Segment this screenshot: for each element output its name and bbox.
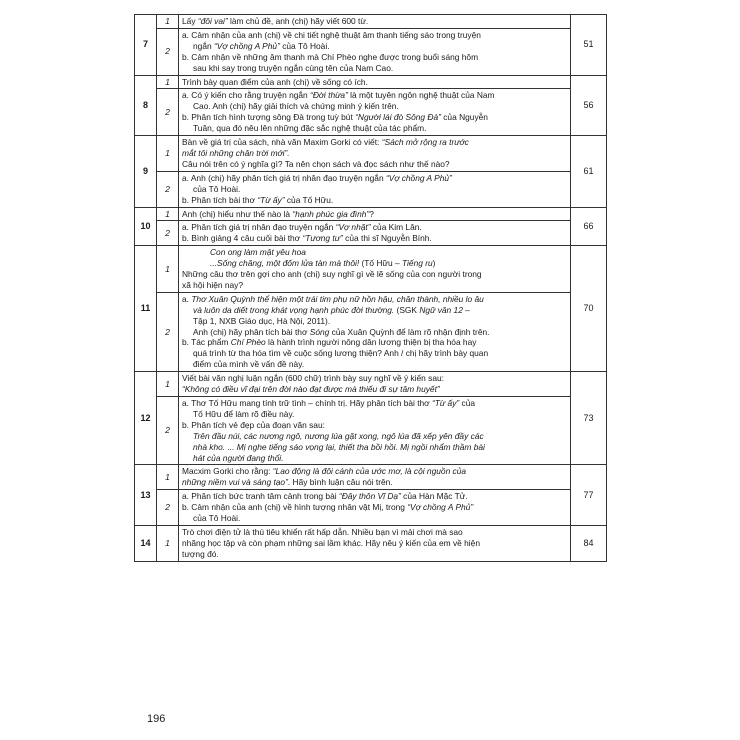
text-run: quá trình từ tha hóa tìm về cuộc sống lương thiện? Anh / chị hãy trình bày quan xyxy=(193,348,489,359)
text-run: a. Thơ Tố Hữu mang tính trữ tình – chính trị. Hãy phân tích bài thơ xyxy=(182,398,432,408)
page-reference: 73 xyxy=(571,372,607,465)
text-line xyxy=(182,527,567,538)
text-line xyxy=(182,63,567,74)
text-run: ngắn xyxy=(193,40,214,51)
text-run: của Tô Hoài. xyxy=(193,513,241,524)
italic-text: hát của người đang thổi. xyxy=(193,452,284,463)
text-run: Bàn về giá trị của sách, nhà văn Maxim Gorki có viết: xyxy=(182,137,382,148)
question-text xyxy=(179,136,571,172)
text-line xyxy=(182,502,567,513)
table-row xyxy=(135,292,607,371)
text-run: (SGK xyxy=(394,304,420,315)
text-line xyxy=(182,148,567,159)
text-run: sau khi say trong truyện ngắn cùng tên của Nam Cao. xyxy=(193,62,394,73)
text-line xyxy=(182,327,567,338)
text-run: của Tô Hoài. xyxy=(279,40,330,51)
question-number: 2 xyxy=(157,171,179,207)
italic-text: “Không có điều vĩ đại trên đời nào đạt được mà thiếu đi sự tâm huyết” xyxy=(182,384,440,395)
text-line xyxy=(182,112,567,123)
text-run: a. Anh (chị) hãy phân tích giá trị nhân đạo truyện ngắn xyxy=(182,172,386,183)
question-number: 2 xyxy=(157,490,179,526)
text-line xyxy=(182,101,567,112)
italic-text: nhà kho. ... Mị nghe tiếng sáo vọng lại, thiết tha bồi hồi. Mị ngồi nhẩm thầm bài xyxy=(193,441,485,452)
table-row xyxy=(135,246,607,293)
text-run: Những câu thơ trên gợi cho anh (chị) suy nghĩ gì về lẽ sống của con người trong xyxy=(182,269,482,280)
text-line xyxy=(182,123,567,134)
text-run: là hành trình người nông dân lương thiện bị tha hóa hay xyxy=(265,337,477,348)
text-run: b. Cảm nhận về những âm thanh mà Chí Phèo nghe được trong buổi sáng hôm xyxy=(182,51,479,62)
italic-text: “Vợ chồng A Phủ” xyxy=(407,502,474,513)
text-run: b. Bình giảng 4 câu cuối bài thơ xyxy=(182,233,303,244)
text-run: Viết bài văn nghị luận ngắn (600 chữ) trình bày suy nghĩ về ý kiến sau: xyxy=(182,373,444,384)
question-number: 1 xyxy=(157,75,179,89)
text-line xyxy=(182,184,567,195)
text-line xyxy=(182,41,567,52)
text-line xyxy=(182,90,567,101)
lesson-number: 10 xyxy=(135,207,157,246)
question-text xyxy=(179,207,571,221)
text-line xyxy=(182,280,567,291)
question-text xyxy=(179,89,571,136)
table-row xyxy=(135,171,607,207)
text-line xyxy=(182,316,567,327)
text-run: của xyxy=(459,398,476,408)
table-row xyxy=(135,75,607,89)
text-line xyxy=(182,549,567,560)
table-row xyxy=(135,221,607,246)
page-reference: 51 xyxy=(571,15,607,76)
text-run: a. xyxy=(182,293,192,304)
page-reference: 77 xyxy=(571,465,607,526)
italic-text: và luôn da diết trong khát vọng hạnh phúc đời thường. xyxy=(193,304,395,315)
contents-table xyxy=(134,14,607,562)
text-run: Tập 1, NXB Giáo dục, Hà Nội, 2011). xyxy=(193,315,331,326)
lesson-number: 14 xyxy=(135,525,157,561)
text-run: b. Cảm nhận của anh (chị) về hình tượng nhân vật Mị, trong xyxy=(182,502,408,513)
question-text xyxy=(179,490,571,526)
text-run: nhãng học tập và còn phạm những sai lầm khác. Hãy nêu ý kiến của em về hiện xyxy=(182,537,480,548)
page-reference: 61 xyxy=(571,136,607,207)
question-text xyxy=(179,465,571,490)
italic-text: Chí Phèo xyxy=(230,337,266,348)
text-run: Trò chơi điện tử là thú tiêu khiển rất hấp dẫn. Nhiều bạn vì mải chơi mà sao xyxy=(182,526,463,537)
page-number: 196 xyxy=(147,713,166,725)
italic-text: “Vợ chồng A Phủ” xyxy=(385,172,452,183)
contents-table-body xyxy=(135,15,607,562)
text-line xyxy=(182,442,567,453)
question-text xyxy=(179,246,571,293)
question-number: 1 xyxy=(157,207,179,221)
text-line xyxy=(182,137,567,148)
question-text xyxy=(179,525,571,561)
italic-text: “Vợ chồng A Phủ” xyxy=(213,40,280,51)
text-line xyxy=(182,384,567,395)
text-line xyxy=(182,173,567,184)
table-row xyxy=(135,490,607,526)
page-reference: 66 xyxy=(571,207,607,246)
italic-text: những niềm vui và sáng tạo” xyxy=(182,477,288,488)
page-reference: 56 xyxy=(571,75,607,136)
text-line xyxy=(182,538,567,549)
text-run: a. Có ý kiến cho rằng truyện ngắn xyxy=(182,90,311,101)
text-run: của Tô Hoài. xyxy=(193,183,241,194)
text-run: Trình bày quan điểm của anh (chị) về sống có ích. xyxy=(182,76,368,87)
table-row xyxy=(135,207,607,221)
text-run: của Hàn Mặc Tử. xyxy=(400,491,468,502)
italic-text: “hạnh phúc gia đình” xyxy=(292,208,370,219)
text-line xyxy=(182,337,567,348)
question-text xyxy=(179,171,571,207)
question-text xyxy=(179,15,571,29)
text-run: b. Phân tích vẻ đẹp của đoạn văn sau: xyxy=(182,419,325,430)
text-line xyxy=(182,420,567,431)
text-run: Anh (chị) hiểu như thế nào là xyxy=(182,208,293,219)
italic-text: ...Sống chăng, một đốm lửa tàn mà thôi! xyxy=(210,258,360,269)
question-number: 2 xyxy=(157,397,179,465)
question-text xyxy=(179,221,571,246)
text-line xyxy=(182,477,567,488)
italic-text: “Vợ nhặt” xyxy=(335,222,371,233)
text-run: Tố Hữu để làm rõ điều này. xyxy=(193,408,295,419)
table-row xyxy=(135,15,607,29)
text-run: Macxim Gorki cho rằng: xyxy=(182,466,273,477)
table-row xyxy=(135,465,607,490)
text-line xyxy=(182,431,567,442)
text-line xyxy=(182,398,567,409)
text-run: – xyxy=(462,304,470,315)
text-run: ) xyxy=(432,258,436,269)
text-run: b. Phân tích bài thơ xyxy=(182,194,258,205)
question-number: 1 xyxy=(157,136,179,172)
text-line xyxy=(182,453,567,464)
text-line xyxy=(182,222,567,233)
text-run: của Nguyễn xyxy=(440,112,488,123)
question-text xyxy=(179,397,571,465)
question-number: 1 xyxy=(157,525,179,561)
text-run: là một tuyên ngôn nghệ thuật của Nam xyxy=(347,90,495,101)
lesson-number: 9 xyxy=(135,136,157,207)
text-run: b. Phân tích hình tượng sông Đà trong tuỳ bút xyxy=(182,112,356,123)
text-line xyxy=(182,294,567,305)
italic-text: “đôi vai” xyxy=(197,16,228,26)
question-number: 2 xyxy=(157,292,179,371)
italic-text: “Đây thôn Vĩ Dạ” xyxy=(338,491,401,502)
text-run: a. Cảm nhận của anh (chị) về chi tiết nghệ thuật âm thanh tiếng sáo trong truyện xyxy=(182,29,481,40)
text-run: b. Tác phẩm xyxy=(182,337,231,348)
text-line xyxy=(182,269,567,280)
table-row xyxy=(135,28,607,75)
italic-text: Sóng xyxy=(309,326,330,337)
italic-text: “Sách mở rộng ra trước xyxy=(381,137,469,148)
text-line xyxy=(182,305,567,316)
italic-text: Ngữ văn 12 xyxy=(419,304,463,315)
text-line xyxy=(182,233,567,244)
question-text xyxy=(179,75,571,89)
question-number: 1 xyxy=(157,465,179,490)
table-row xyxy=(135,372,607,397)
text-line xyxy=(182,195,567,206)
question-number: 2 xyxy=(157,89,179,136)
table-row xyxy=(135,89,607,136)
text-run: của Xuân Quỳnh để làm rõ nhận định trên. xyxy=(329,326,490,337)
text-line xyxy=(182,348,567,359)
italic-text: Tiếng ru xyxy=(402,258,433,269)
text-run: của Kim Lân. xyxy=(370,222,422,233)
question-number: 1 xyxy=(157,246,179,293)
page-reference: 70 xyxy=(571,246,607,372)
lesson-number: 11 xyxy=(135,246,157,372)
question-number: 2 xyxy=(157,221,179,246)
text-line xyxy=(182,491,567,502)
text-run: tượng đó. xyxy=(182,548,219,559)
text-line xyxy=(182,409,567,420)
text-line xyxy=(182,359,567,370)
italic-text: Thơ Xuân Quỳnh thể hiện một trái tim phụ nữ hồn hậu, chân thành, nhiều lo âu xyxy=(191,293,484,304)
table-row xyxy=(135,136,607,172)
text-run: Câu nói trên có ý nghĩa gì? Ta nên chọn sách và đọc sách như thế nào? xyxy=(182,158,450,169)
text-line xyxy=(182,258,567,269)
text-run: điểm của mình về vấn đề này. xyxy=(193,359,305,370)
text-line xyxy=(182,52,567,63)
italic-text: “Lao động là đôi cánh của ước mơ, là cội nguồn của xyxy=(272,466,467,477)
text-line xyxy=(182,247,567,258)
italic-text: “Từ ấy” xyxy=(257,194,285,205)
text-line xyxy=(182,466,567,477)
lesson-number: 12 xyxy=(135,372,157,465)
italic-text: mắt tôi những chân trời mới”. xyxy=(182,147,290,158)
text-run: Cao. Anh (chị) hãy giải thích và chứng minh ý kiến trên. xyxy=(193,101,399,112)
text-line xyxy=(182,513,567,524)
text-run: làm chủ đề, anh (chị) hãy viết 600 từ. xyxy=(227,16,369,26)
italic-text: Con ong làm mật yêu hoa xyxy=(210,247,306,258)
italic-text: “Từ ấy” xyxy=(432,398,460,408)
text-run: Lấy xyxy=(182,16,198,26)
text-line xyxy=(182,16,567,27)
italic-text: “Người lái đò Sông Đà” xyxy=(355,112,441,123)
table-row xyxy=(135,525,607,561)
text-run: a. Phân tích bức tranh tâm cảnh trong bài xyxy=(182,491,339,502)
text-line xyxy=(182,159,567,170)
question-number: 2 xyxy=(157,28,179,75)
text-line xyxy=(182,373,567,384)
italic-text: “Đời thừa” xyxy=(310,90,348,101)
text-run: Tuân, qua đó nêu lên những đặc sắc nghệ thuật của tác phẩm. xyxy=(193,123,427,134)
page-reference: 84 xyxy=(571,525,607,561)
lesson-number: 7 xyxy=(135,15,157,76)
question-text xyxy=(179,292,571,371)
text-run: xã hội hiện nay? xyxy=(182,279,243,290)
text-run: của thi sĩ Nguyễn Bính. xyxy=(342,233,432,244)
question-number: 1 xyxy=(157,372,179,397)
text-run: (Tố Hữu – xyxy=(359,258,403,269)
text-line xyxy=(182,30,567,41)
text-run: của Tố Hữu. xyxy=(284,194,334,205)
text-run: a. Phân tích giá trị nhân đạo truyện ngắn xyxy=(182,222,336,233)
italic-text: “Tương tư” xyxy=(302,233,343,244)
lesson-number: 13 xyxy=(135,465,157,526)
question-number: 1 xyxy=(157,15,179,29)
text-line xyxy=(182,209,567,220)
lesson-number: 8 xyxy=(135,75,157,136)
table-row xyxy=(135,397,607,465)
question-text xyxy=(179,372,571,397)
text-run: Anh (chị) hãy phân tích bài thơ xyxy=(193,326,310,337)
text-line xyxy=(182,77,567,88)
text-run: ? xyxy=(369,208,374,219)
text-run: . Hãy bình luận câu nói trên. xyxy=(287,477,393,488)
question-text xyxy=(179,28,571,75)
italic-text: Trên đầu núi, các nương ngô, nương lúa gặt xong, ngô lúa đã xếp yên đầy các xyxy=(193,430,484,441)
